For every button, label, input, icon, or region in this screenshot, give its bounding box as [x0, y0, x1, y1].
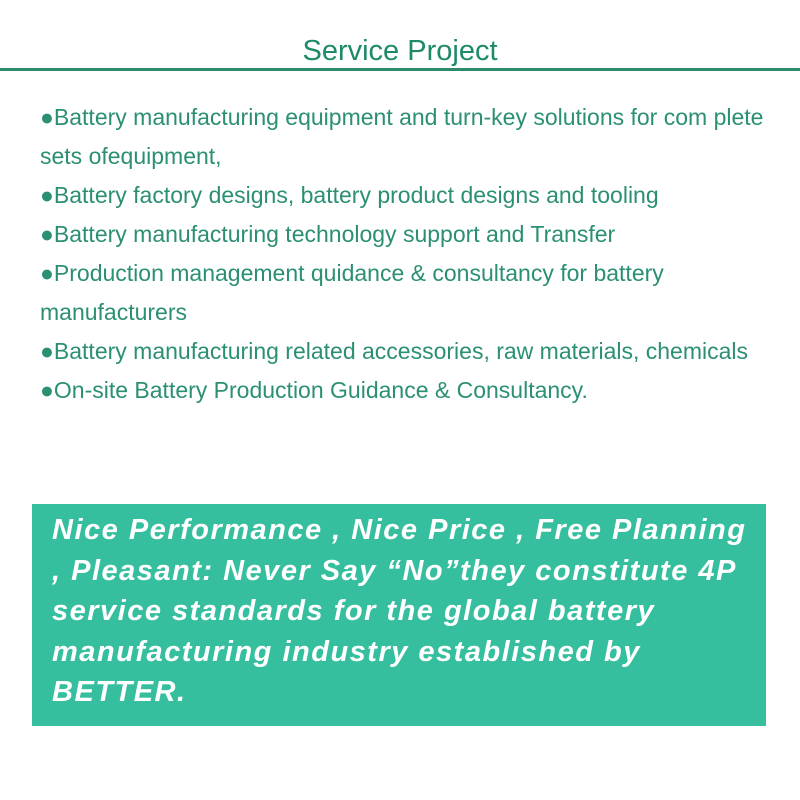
slogan-banner: [32, 504, 766, 726]
service-item-text: Battery manufacturing equipment and turn-key solutions for com plete sets ofequipment,: [40, 104, 764, 169]
service-item-management: [40, 254, 775, 332]
slogan-text: Nice Performance , Nice Price , Free Planning , Pleasant: Never Say “No”they constitute 4P service standards for the global battery manufacturing industry established by BETTER.: [52, 514, 747, 708]
bullet-icon: ●: [40, 104, 54, 130]
bullet-icon: ●: [40, 260, 54, 286]
bullet-icon: ●: [40, 221, 54, 247]
service-list: [40, 98, 775, 410]
service-item-accessories: [40, 332, 775, 371]
bullet-icon: ●: [40, 182, 54, 208]
bullet-icon: ●: [40, 338, 54, 364]
service-item-designs: [40, 176, 775, 215]
service-item-text: On-site Battery Production Guidance & Consultancy.: [53, 377, 588, 403]
service-item-text: Battery factory designs, battery product designs and tooling: [53, 182, 659, 208]
service-item-equipment: [40, 98, 775, 176]
title-divider: [0, 68, 800, 71]
bullet-icon: ●: [40, 377, 54, 403]
service-item-text: Battery manufacturing technology support and Transfer: [53, 221, 616, 247]
service-item-onsite: [40, 371, 775, 410]
service-item-text: Production management quidance & consultancy for battery manufacturers: [40, 260, 664, 325]
page-title: Service Project: [302, 35, 498, 68]
service-item-technology: [40, 215, 775, 254]
service-item-text: Battery manufacturing related accessories, raw materials, chemicals: [53, 338, 749, 364]
